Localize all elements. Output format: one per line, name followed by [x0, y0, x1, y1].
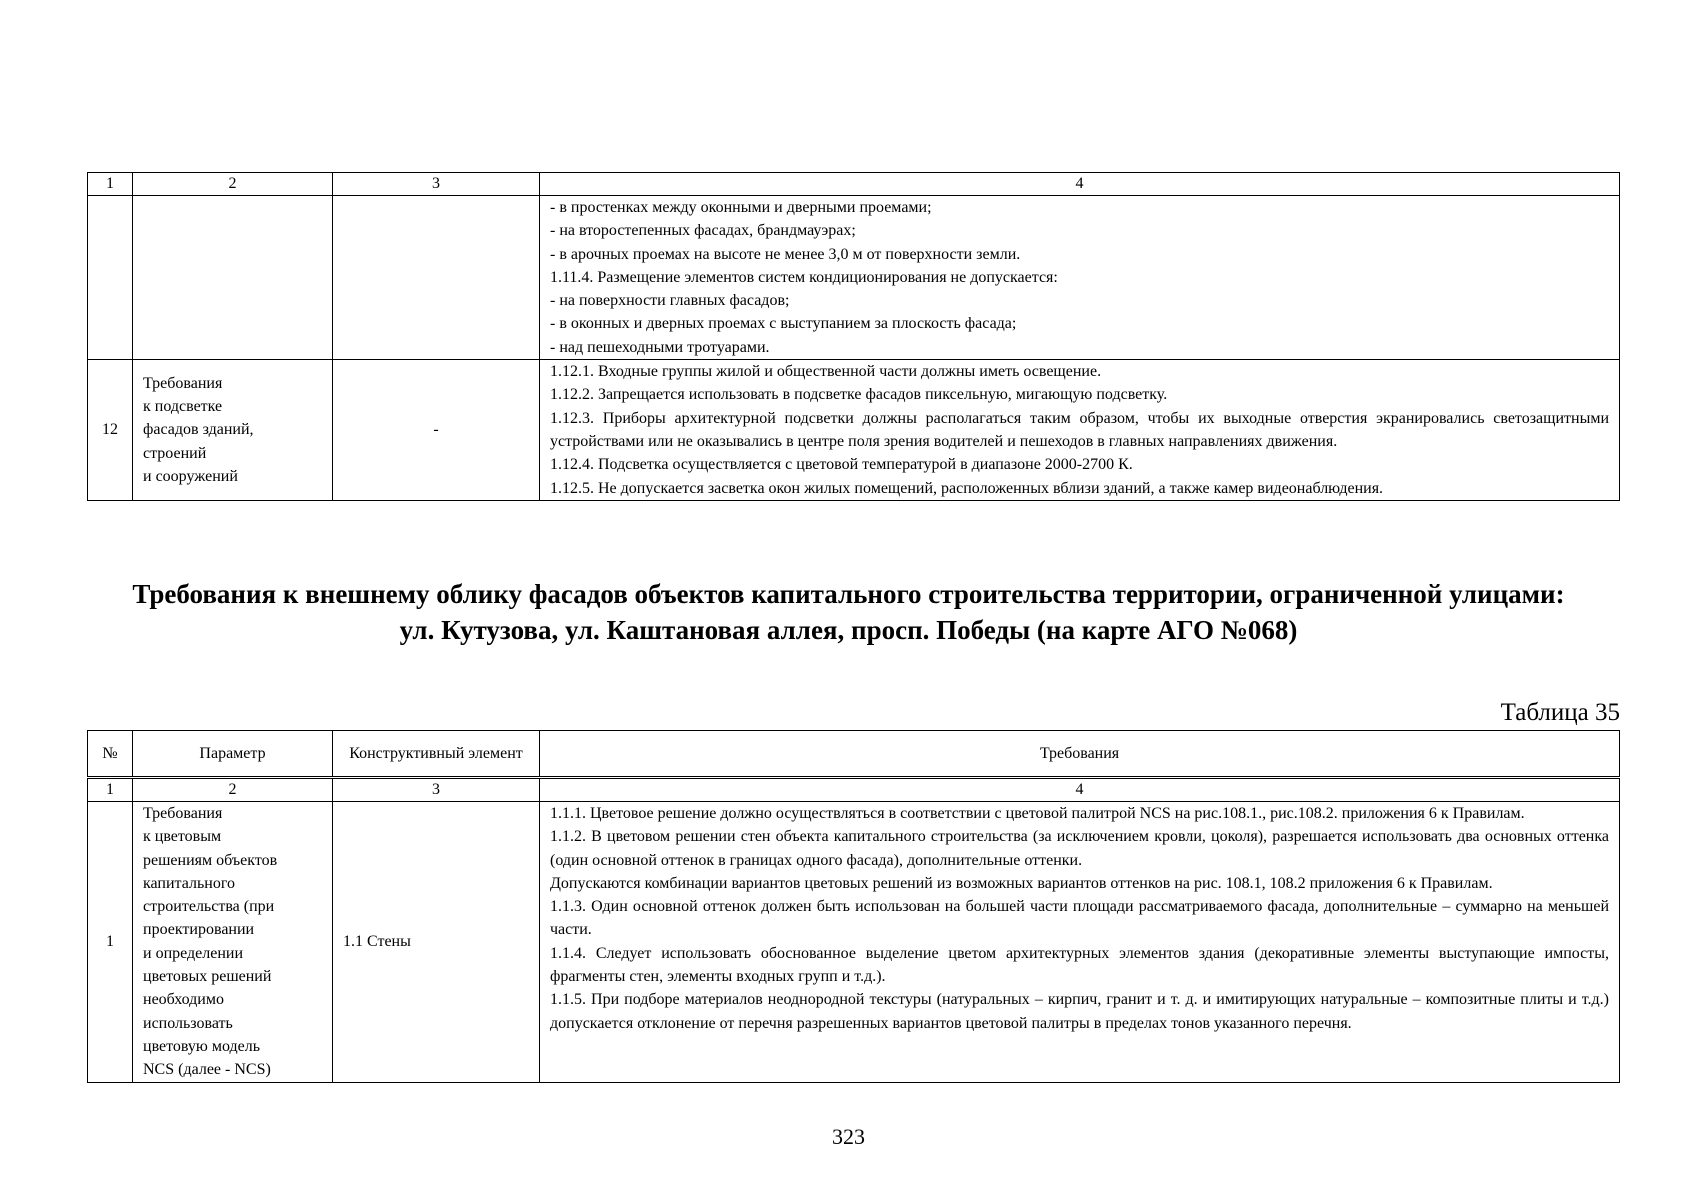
requirement-paragraph: Допускаются комбинации вариантов цветовых решений из возможных вариантов оттенков на рис. 108.1, 108.2 приложения 6 к Правилам. [550, 874, 1493, 892]
column-number: 2 [133, 173, 333, 196]
parameter-line: Требования [143, 805, 223, 822]
requirements-cell [540, 802, 1620, 1083]
requirement-paragraph: 1.12.5. Не допускается засветка окон жилых помещений, расположенных вблизи зданий, а также камер видеонаблюдения. [550, 479, 1384, 497]
column-number: 3 [333, 173, 540, 196]
row-number: 12 [88, 360, 133, 501]
requirement-paragraph: 1.12.3. Приборы архитектурной подсветки должны располагаться таким образом, чтобы их выходные отверстия экранировались светозащитными устройствами или не оказывались в центре поля зрения водителей и пешеходов в главных направлениях движения. [550, 409, 1609, 450]
parameter-line: использовать [143, 1014, 233, 1032]
heading-line-2: ул. Кутузова, ул. Каштановая аллея, просп. Победы (на карте АГО №068) [399, 615, 1298, 645]
column-numbering-row [88, 778, 1620, 802]
row-number [88, 196, 133, 360]
parameter-cell [133, 196, 333, 360]
parameter-line: строений [143, 444, 207, 462]
column-number: 3 [333, 778, 540, 802]
parameter-line: и определении [143, 944, 244, 962]
page-number: 323 [832, 1124, 865, 1149]
parameter-line: проектировании [143, 921, 255, 939]
parameter-line: фасадов зданий, [143, 421, 254, 439]
requirements-table-continued [87, 172, 1620, 501]
parameter-line: к цветовым [143, 828, 222, 846]
requirements-table [87, 730, 1620, 1083]
row-number: 1 [88, 802, 133, 1083]
parameter-line: и сооружений [143, 467, 238, 485]
element-cell: - [333, 360, 540, 501]
requirement-paragraph: 1.1.5. При подборе материалов неоднородной текстуры (натуральных – кирпич, гранит и т. д. и имитирующих натуральные – композитные плиты и т.д.) допускается отклонение от перечня разрешенных вариантов цветовой палитры в пределах тонов указанного перечня. [550, 991, 1609, 1032]
header-requirements: Требования [540, 731, 1620, 778]
parameter-line: цветовую модель [143, 1037, 261, 1055]
parameter-cell [133, 360, 333, 501]
column-number: 2 [133, 778, 333, 802]
requirement-line: - в арочных проемах на высоте не менее 3,0 м от поверхности земли. [550, 245, 1021, 263]
table-label: Таблица 35 [1500, 699, 1620, 726]
heading-line-1: Требования к внешнему облику фасадов объектов капитального строительства территории, ограниченной улицами: [132, 579, 1565, 609]
requirement-line: - в простенках между оконными и дверными проемами; [550, 199, 932, 216]
requirement-paragraph: 1.1.2. В цветовом решении стен объекта капитального строительства (за исключением кровли, цоколя), разрешается использовать два основных оттенка (один основной оттенок в границах одного фасада), дополнительные оттенки. [550, 828, 1609, 869]
requirement-paragraph: 1.12.4. Подсветка осуществляется с цветовой температурой в диапазоне 2000-2700 К. [550, 456, 1133, 474]
table-row [88, 802, 1620, 1083]
table-row [88, 360, 1620, 501]
header-number: № [88, 731, 133, 778]
table-header-row [88, 731, 1620, 778]
requirement-line: - на поверхности главных фасадов; [550, 292, 790, 310]
parameter-line: необходимо [143, 991, 224, 1009]
requirements-cell [540, 360, 1620, 501]
column-number: 1 [88, 173, 133, 196]
parameter-line: цветовых решений [143, 968, 272, 986]
element-cell [333, 196, 540, 360]
requirements-cell [540, 196, 1620, 360]
requirement-paragraph: 1.1.3. Один основной оттенок должен быть использован на большей части площади рассматриваемого фасада, дополнительные – суммарно на меньшей части. [550, 898, 1609, 939]
header-element: Конструктивный элемент [333, 731, 540, 778]
parameter-line: строительства (при [143, 898, 275, 916]
parameter-line: капитального [143, 874, 235, 892]
column-number: 4 [540, 778, 1620, 802]
requirement-line: 1.11.4. Размещение элементов систем кондиционирования не допускается: [550, 268, 1058, 286]
parameter-cell [133, 802, 333, 1083]
requirement-paragraph: 1.12.1. Входные группы жилой и общественной части должны иметь освещение. [550, 363, 1102, 381]
requirement-paragraph: 1.1.1. Цветовое решение должно осуществляться в соответствии с цветовой палитрой NCS на рис.108.1., рис.108.2. приложения 6 к Правилам. [550, 805, 1525, 822]
table-row [88, 196, 1620, 360]
requirement-paragraph: 1.12.2. Запрещается использовать в подсветке фасадов пиксельную, мигающую подсветку. [550, 386, 1168, 404]
parameter-line: к подсветке [143, 398, 223, 416]
column-number: 1 [88, 778, 133, 802]
element-cell: 1.1 Стены [333, 802, 540, 1083]
requirement-line: - над пешеходными тротуарами. [550, 338, 770, 356]
requirement-paragraph: 1.1.4. Следует использовать обоснованное выделение цветом архитектурных элементов здания (декоративные элементы выступающие импосты, фрагменты стен, элементы входных групп и т.д.). [550, 944, 1609, 986]
requirement-line: - на второстепенных фасадах, брандмауэрах; [550, 222, 856, 240]
header-parameter: Параметр [133, 731, 333, 778]
column-number: 4 [540, 173, 1620, 196]
parameter-line: Требования [143, 374, 223, 392]
requirement-line: - в оконных и дверных проемах с выступанием за плоскость фасада; [550, 315, 1017, 333]
parameter-line: NCS (далее - NCS) [143, 1061, 271, 1079]
parameter-line: решениям объектов [143, 851, 278, 869]
section-heading [0, 576, 1697, 648]
column-numbering-row [88, 173, 1620, 196]
